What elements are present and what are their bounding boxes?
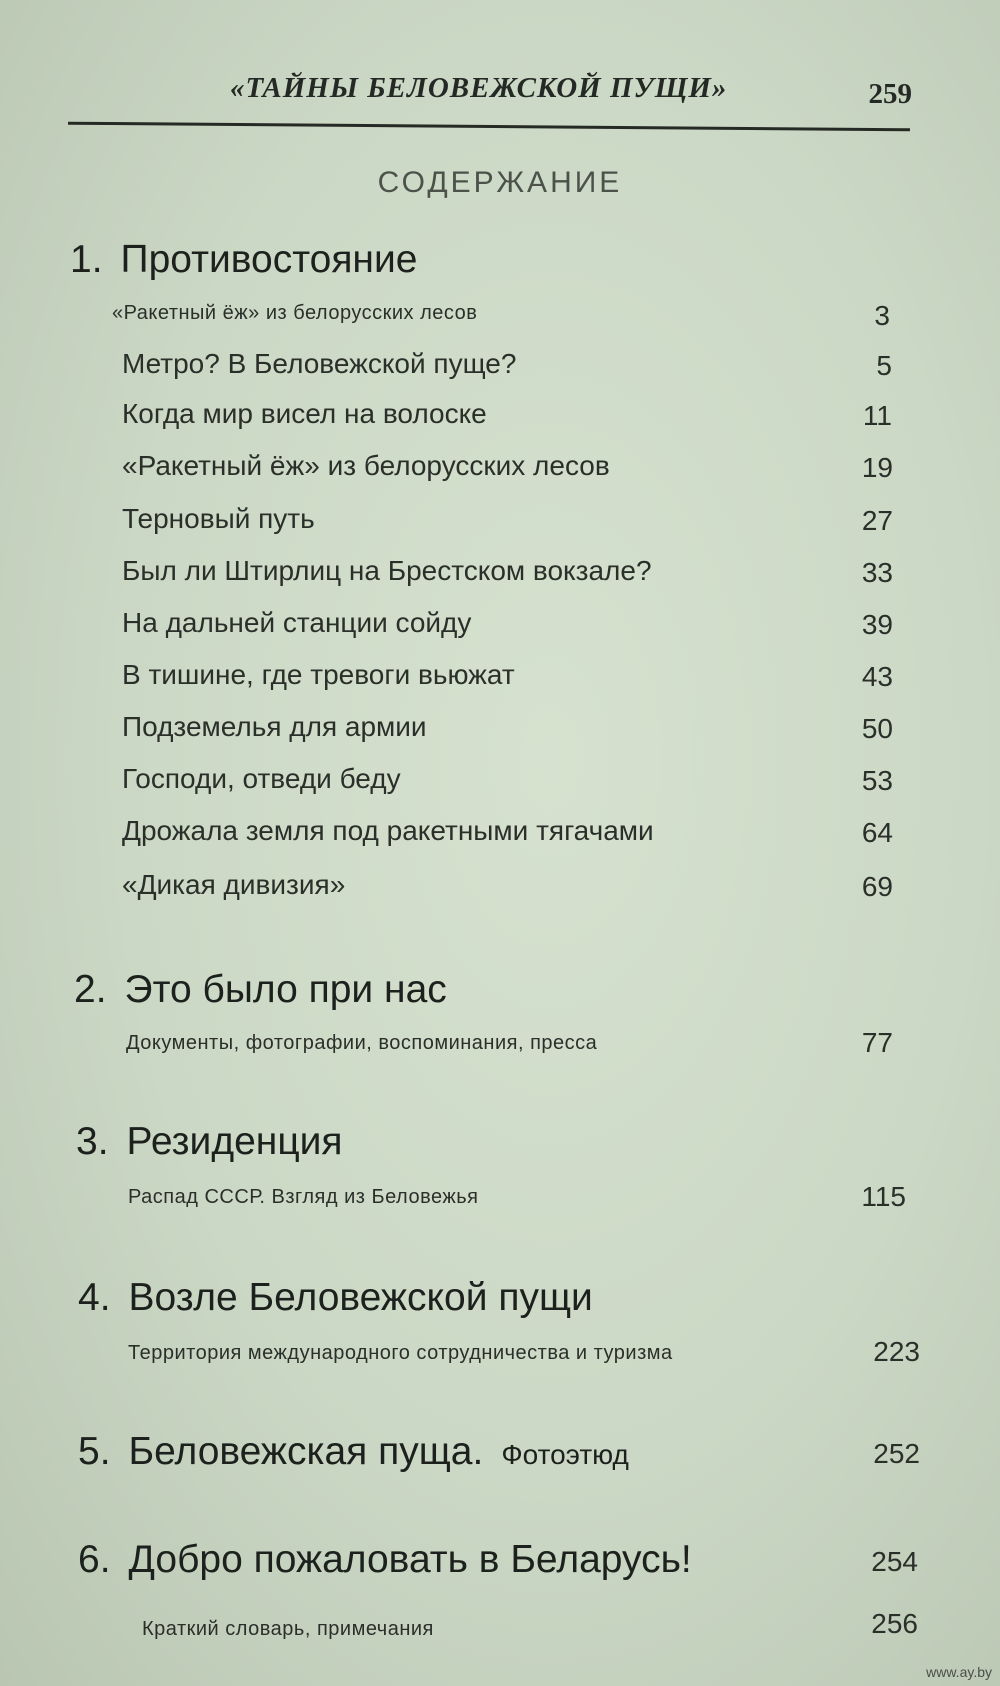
- toc-entry-page: 33: [861, 557, 893, 588]
- toc-entry-page: 252: [873, 1438, 920, 1469]
- section-number: 5.: [78, 1430, 111, 1473]
- toc-entry-page: 64: [861, 817, 893, 848]
- section-number: 3.: [76, 1120, 109, 1163]
- toc-entry-page: 69: [861, 871, 893, 902]
- section-title-3: [76, 1120, 343, 1164]
- toc-entry: «Дикая дивизия»: [122, 869, 346, 900]
- toc-heading: СОДЕРЖАНИЕ: [377, 166, 623, 199]
- section-title-1: [70, 238, 417, 282]
- section-title-6: [78, 1538, 692, 1582]
- toc-entry: Краткий словарь, примечания: [142, 1618, 434, 1640]
- watermark: www.ay.by: [926, 1664, 992, 1680]
- section-label: Это было при нас: [124, 968, 447, 1011]
- page-header: [70, 68, 916, 114]
- toc-entry-page: 256: [871, 1608, 918, 1639]
- toc-entry: Территория международного сотрудничества и туризма: [128, 1342, 673, 1364]
- toc-entry: Метро? В Беловежской пуще?: [122, 348, 517, 379]
- section-label: Резиденция: [126, 1120, 343, 1163]
- section-title-2: [74, 968, 447, 1012]
- toc-entry: На дальней станции сойду: [122, 607, 472, 638]
- toc-entry-page: 19: [861, 452, 893, 483]
- section-subtitle: Фотоэтюд: [501, 1439, 629, 1470]
- toc-entry-page: 43: [861, 661, 893, 692]
- toc-entry: Когда мир висел на волоске: [122, 398, 487, 429]
- header-rule: [68, 122, 910, 132]
- toc-entry-page: 11: [862, 400, 892, 431]
- toc-entry-page: 223: [873, 1336, 920, 1367]
- toc-entry: Подземелья для армии: [122, 711, 427, 742]
- toc-entry: «Ракетный ёж» из белорусских лесов: [122, 450, 610, 481]
- toc-entry-page: 115: [861, 1181, 906, 1212]
- toc-entry: Был ли Штирлиц на Брестском вокзале?: [122, 555, 652, 586]
- toc-entry: Документы, фотографии, воспоминания, пресса: [126, 1032, 598, 1054]
- toc-entry-page: 254: [871, 1546, 918, 1577]
- section-number: 1.: [70, 238, 103, 281]
- toc-entry-page: 27: [861, 505, 893, 536]
- section-label: Противостояние: [120, 238, 418, 281]
- section-number: 2.: [74, 968, 107, 1011]
- toc-entry: В тишине, где тревоги вьюжат: [122, 659, 515, 690]
- running-title: «ТАЙНЫ БЕЛОВЕЖСКОЙ ПУЩИ»: [230, 72, 728, 104]
- section-number: 6.: [78, 1538, 111, 1581]
- section-number: 4.: [78, 1276, 111, 1319]
- toc-entry-page: 50: [861, 713, 893, 744]
- toc-entry-page: 39: [861, 609, 893, 640]
- section-label: Добро пожаловать в Беларусь!: [128, 1538, 692, 1581]
- section-label: Беловежская пуща.: [128, 1430, 484, 1473]
- section-label: Возле Беловежской пущи: [128, 1276, 593, 1319]
- toc-entry-page: 77: [861, 1027, 893, 1058]
- section-title-5: [78, 1430, 629, 1474]
- toc-entry: Господи, отведи беду: [122, 763, 401, 794]
- toc-entry: Дрожала земля под ракетными тягачами: [122, 815, 654, 846]
- toc-entry: Терновый путь: [122, 503, 315, 534]
- page-number: 259: [868, 78, 912, 110]
- toc-entry-page: 3: [874, 300, 890, 331]
- toc-entry: Распад СССР. Взгляд из Беловежья: [128, 1186, 479, 1208]
- toc-entry: «Ракетный ёж» из белорусских лесов: [112, 302, 478, 324]
- toc-entry-page: 53: [861, 765, 893, 796]
- section-title-4: [78, 1276, 593, 1320]
- toc-entry-page: 5: [876, 350, 892, 381]
